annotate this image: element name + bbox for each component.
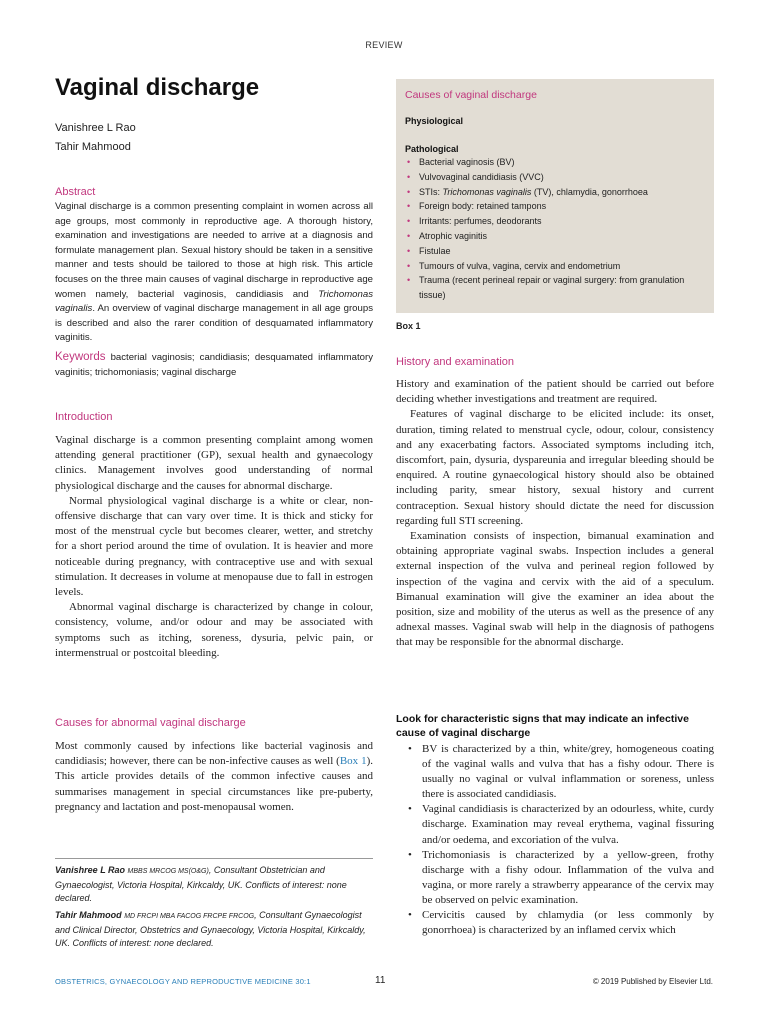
list-item: • Vaginal candidiasis is characterized by an odourless, white, curdy discharge. Examination may reveal erythema, vaginal fissuring and/or oedema, and excoriation of the vulva. (408, 803, 714, 846)
abstract-heading: Abstract (55, 186, 96, 198)
box-causes (396, 79, 714, 313)
list-item: • Irritants: perfumes, deodorants (407, 216, 542, 227)
box-list (405, 155, 704, 303)
list-item: • BV is characterized by a thin, white/grey, homogeneous coating of the vaginal walls and vulva that has a fishy odour. There is usually no vaginal or vulval inflammation or soreness, unless there is associated candidiasis. (408, 743, 714, 801)
box-physiological: Physiological (405, 116, 464, 126)
abstract-text: Vaginal discharge is a common presenting complaint in women across all age groups, most commonly in reproductive age. A thorough history, examination and investigations are needed to arrive at a diagnosis and formulate management plan. Sexual history should be taken in a sensitive manner and tests should be tailored to those at high risk. This article focuses on the three main causes of vaginal discharge in reproductive age women namely, bacterial vaginosis, candidiasis and Trichomonas vaginalis. An overview of vaginal discharge management in all age groups is described and also the rarer condition of desquamated inflammatory vaginitis. (55, 201, 373, 344)
list-item: • Bacterial vaginosis (BV) (407, 157, 515, 167)
author-1: Vanishree L Rao (55, 122, 136, 134)
history-para-3: Examination consists of inspection, bimanual examination and obtaining appropriate vaginal swabs. Inspection includes a general external inspection of the vulva and perineal region followed by inspection of the vagina and cervix with the aid of a speculum. Bimanual examination will give the examiner an idea about the position, size and mobility of the uterus as well as the presence of any adnexal masses. Vaginal swab will help in the diagnosis of pathogens that may be responsible for the abnormal discharge. (396, 530, 714, 649)
list-item: • Foreign body: retained tampons (407, 201, 547, 212)
page-number: 11 (375, 975, 386, 986)
footnote-author-1: Vanishree L Rao MBBS MRCOG MS(O&G), Consultant Obstetrician and Gynaecologist, Victoria Hospital, Kirkcaldy, UK. Conflicts of interest: none declared. (55, 865, 347, 903)
box-pathological: Pathological (405, 144, 459, 154)
list-item: • STIs: Trichomonas vaginalis (TV), chlamydia, gonorrhoea (407, 186, 648, 197)
list-item: • Atrophic vaginitis (407, 230, 488, 241)
intro-para-2: Normal physiological vaginal discharge is a white or clear, non-offensive discharge that can vary over time. It is thick and sticky for most of the menstrual cycle but becomes clearer, wetter, and stretchy for a short period around the time of ovulation. It is heavier and more noticeable during pregnancy, with contraceptive use and with sexual stimulation. It decreases in volume at menopause due to fall in estrogen levels. (55, 494, 373, 599)
causes-body: Most commonly caused by infections like bacterial vaginosis and candidiasis; however, there can be non-infective causes as well (Box 1). This article provides details of the common infective causes and summarises management in special circumstances like pre-puberty, pregnancy and lactation and post-menopausal women. (55, 740, 373, 813)
keywords-label: Keywords (55, 351, 106, 363)
list-item: • Vulvovaginal candidiasis (VVC) (407, 171, 544, 182)
causes-heading: Causes for abnormal vaginal discharge (55, 717, 246, 729)
list-item: • Trauma (recent perineal repair or vaginal surgery: from granulation tissue) (407, 275, 685, 301)
article-title: Vaginal discharge (55, 74, 260, 101)
box-1-link[interactable]: Box 1 (339, 755, 367, 768)
box-title: Causes of vaginal discharge (405, 89, 537, 101)
list-item: • Tumours of vulva, vagina, cervix and endometrium (407, 260, 621, 271)
list-item: • Trichomoniasis is characterized by a yellow-green, frothy discharge with a fishy odour. Inflammation of the vulva and vagina, or more rarely a strawberry appearance of the cervix may be observed on pelvic examination. (408, 848, 714, 906)
author-2: Tahir Mahmood (55, 141, 131, 153)
signs-list (396, 742, 714, 938)
intro-para-1: Vaginal discharge is a common presenting complaint among women attending general practitioner (GP), sexual health and gynaecology clinics. Management involves good understanding of normal physiological discharge and the causes for abnormal discharge. (55, 434, 373, 492)
running-head: REVIEW (365, 40, 403, 50)
footnote-divider (55, 858, 373, 859)
copyright: © 2019 Published by Elsevier Ltd. (592, 977, 713, 986)
journal-footer: OBSTETRICS, GYNAECOLOGY AND REPRODUCTIVE MEDICINE 30:1 (55, 977, 311, 986)
history-para-1: History and examination of the patient should be carried out before deciding whether investigations and treatment are required. (396, 378, 714, 406)
history-body (396, 377, 714, 651)
history-para-2: Features of vaginal discharge to be elicited include: its onset, duration, timing related to menstrual cycle, odour, colour, consistency and any exacerbating factors. Associated symptoms including itch, discomfort, pain, dysuria, dyspareunia and irregular bleeding should be enquired. A routine gynaecological history should also be obtained including parity, smear history, sexual history and current contraception. Sexual history should dictate the need for discussion regarding full STI screening. (396, 408, 714, 527)
list-item: • Cervicitis caused by chlamydia (or less commonly by gonorrhoea) is characterized by an inflamed cervix which (408, 909, 714, 937)
intro-para-3: Abnormal vaginal discharge is characterized by change in colour, consistency, volume, and/or odour and may be associated with symptoms such as itching, soreness, dysuria, pelvic pain, or intermenstrual or postcoital bleeding. (55, 601, 373, 659)
signs-heading: Look for characteristic signs that may indicate an infective cause of vaginal discharge (396, 713, 689, 739)
keywords: Keywords bacterial vaginosis; candidiasis; desquamated inflammatory vaginitis; trichomoniasis; vaginal discharge (55, 351, 373, 378)
box-caption: Box 1 (396, 321, 421, 331)
footnote-author-2: Tahir Mahmood MD FRCPI MBA FACOG FRCPE FRCOG, Consultant Gynaecologist and Clinical Director, Obstetrics and Gynaecology, Victoria Hospital, Kirkcaldy, UK. Conflicts of interest: none declared. (55, 910, 366, 948)
introduction-body (55, 433, 373, 661)
history-heading: History and examination (396, 356, 515, 368)
introduction-heading: Introduction (55, 411, 113, 423)
list-item: • Fistulae (407, 245, 451, 256)
